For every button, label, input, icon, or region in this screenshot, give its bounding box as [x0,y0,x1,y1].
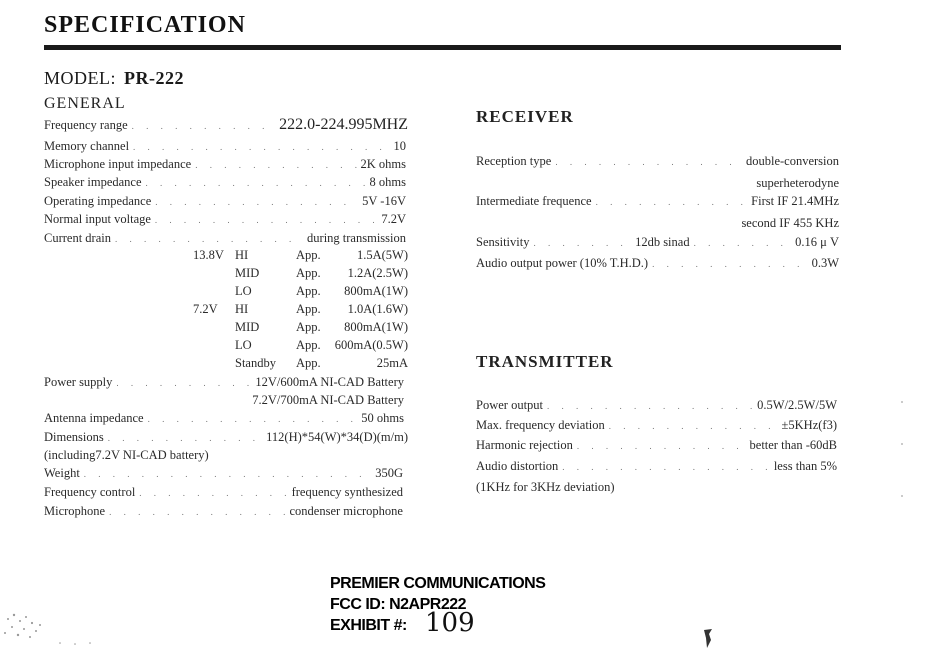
spec-label: Speaker impedance [44,175,142,189]
drain-value: 1.5A(5W) [356,248,408,262]
drain-app: App. [296,302,321,316]
spec-weight [44,464,403,483]
drain-level: HI [235,302,249,316]
drain-value: 25mA [376,356,408,370]
spec-label: Harmonic rejection [476,438,573,452]
spec-value: 0.16 μ V [795,235,840,249]
spec-condition: 12db sinad [635,235,690,249]
drain-value: 800mA(1W) [344,284,408,298]
spec-value-continued: 7.2V/700mA NI-CAD Battery [252,393,404,407]
receiver-heading: RECEIVER [476,107,574,126]
spec-label: Power output [476,398,544,412]
spec-sensitivity [476,233,839,252]
spec-frequency-control [44,483,403,502]
drain-level: Standby [235,356,276,370]
spec-value: during transmission [307,231,406,245]
spec-microphone [44,502,403,521]
drain-level: LO [235,284,252,298]
spec-label: Intermediate frequence [476,194,592,208]
transmitter-heading: TRANSMITTER [476,352,614,371]
general-heading: GENERAL [44,95,126,112]
spec-label: Dimensions [44,430,104,444]
drain-level: LO [235,338,252,352]
spec-label: Power supply [44,375,113,389]
drain-voltage: 13.8V [193,248,224,262]
spec-value-continued: second IF 455 KHz [741,216,839,230]
spec-label: Reception type [476,154,552,168]
spec-value: 50 ohms [361,411,404,425]
spec-power-supply [44,373,404,392]
spec-label: Max. frequency deviation [476,418,605,432]
spec-power-output [476,396,837,415]
model-line [44,68,184,89]
spec-value: 222.0-224.995MHZ [279,116,408,133]
footer-fcc-id: FCC ID: N2APR222 [330,596,467,613]
drain-app: App. [296,248,321,262]
drain-level: MID [235,266,260,280]
scan-speck-mark [700,626,724,650]
spec-label: Memory channel [44,139,130,153]
spec-label: Audio distortion [476,459,559,473]
spec-value: ±5KHz(f3) [781,418,837,432]
spec-note: (1KHz for 3KHz deviation) [476,480,615,494]
spec-label: Sensitivity [476,235,530,249]
spec-reception-type [476,152,839,171]
drain-app: App. [296,266,321,280]
spec-value: First IF 21.4MHz [751,194,839,208]
drain-voltage: 7.2V [193,302,218,316]
spec-label: Audio output power (10% T.H.D.) [476,256,649,270]
spec-value: 0.5W/2.5W/5W [757,398,837,412]
drain-value: 1.2A(2.5W) [347,266,408,280]
drain-level: HI [235,248,249,262]
spec-label: Antenna impedance [44,411,144,425]
scan-noise-mark [0,605,130,650]
spec-label: Operating impedance [44,194,152,208]
spec-value: 5V -16V [362,194,406,208]
spec-label: Frequency range [44,118,128,132]
model-label: MODEL: [44,68,116,88]
model-value: PR-222 [124,68,184,88]
spec-value: condenser microphone [289,504,403,518]
spec-label: Microphone [44,504,106,518]
spec-value: double-conversion [745,154,839,168]
spec-label: Normal input voltage [44,212,151,226]
spec-value: better than -60dB [749,438,837,452]
spec-label: Frequency control [44,485,136,499]
drain-app: App. [296,338,321,352]
spec-label: Current drain [44,231,111,245]
footer-exhibit-label: EXHIBIT #: [330,617,407,634]
spec-note: (including7.2V NI-CAD battery) [44,448,209,462]
page-title: SPECIFICATION [44,12,246,38]
spec-audio-output-power [476,254,839,273]
spec-value-continued: superheterodyne [756,176,839,190]
title-rule [44,45,841,50]
spec-antenna-impedance [44,409,404,428]
spec-value: 350G [375,466,403,480]
spec-current-drain [44,229,406,248]
scan-edge-mark [900,398,904,508]
spec-normal-input-voltage [44,210,406,229]
spec-value: 0.3W [811,256,839,270]
spec-value: 112(H)*54(W)*34(D)(m/m) [266,430,408,444]
spec-label: Microphone input impedance [44,157,192,171]
spec-mic-impedance [44,155,406,174]
spec-operating-impedance [44,192,406,211]
spec-audio-distortion [476,457,837,476]
spec-speaker-impedance [44,173,406,192]
spec-max-frequency-deviation [476,416,837,435]
spec-value: frequency synthesized [291,485,403,499]
spec-value: 8 ohms [369,175,406,189]
spec-frequency-range [44,116,408,135]
spec-intermediate-frequence [476,192,839,211]
spec-value: 10 [393,139,406,153]
footer-exhibit-handwritten: 109 [425,608,475,638]
footer-company: PREMIER COMMUNICATIONS [330,575,546,592]
drain-level: MID [235,320,260,334]
drain-value: 1.0A(1.6W) [347,302,408,316]
spec-dimensions [44,428,408,447]
spec-value: less than 5% [773,459,837,473]
drain-app: App. [296,356,321,370]
spec-value: 2K ohms [360,157,406,171]
spec-value: 12V/600mA NI-CAD Battery [255,375,404,389]
spec-harmonic-rejection [476,436,837,455]
spec-memory-channel [44,137,406,156]
drain-value: 600mA(0.5W) [334,338,408,352]
drain-value: 800mA(1W) [344,320,408,334]
drain-app: App. [296,320,321,334]
drain-app: App. [296,284,321,298]
spec-label: Weight [44,466,80,480]
spec-value: 7.2V [381,212,406,226]
